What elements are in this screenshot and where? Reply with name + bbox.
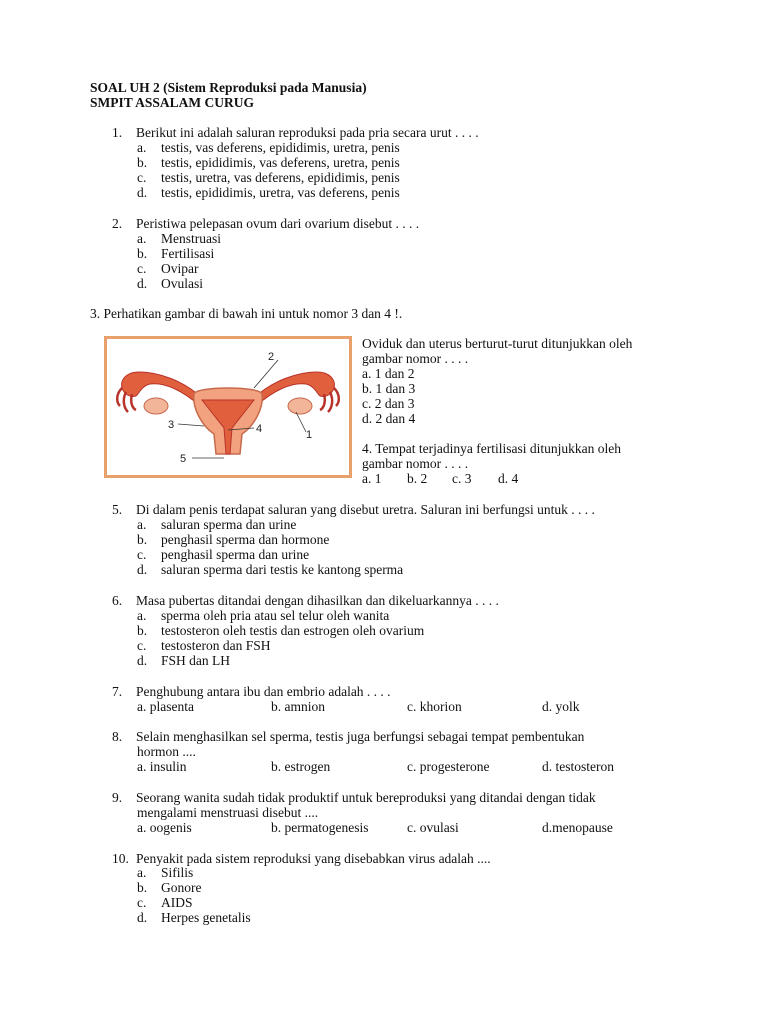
question-number: 5. [112,502,123,517]
question-number: 9. [112,790,123,805]
figure-label-4: 4 [256,423,263,435]
question-number: 6. [112,593,123,608]
option-a: a. oogenis [137,820,192,835]
question-number: 10. [112,851,129,866]
school-name: SMPIT ASSALAM CURUG [90,95,255,110]
question-4-option-c: c. 3 [452,471,472,486]
question-3-intro: 3. Perhatikan gambar di bawah ini untuk nomor 3 dan 4 !. [90,306,403,321]
question-4-option-d: d. 4 [498,471,519,486]
option-a: a. insulin [137,759,187,774]
question-3-text-line2: gambar nomor . . . . [362,351,469,366]
question-number: 7. [112,684,123,699]
right-ovary [288,398,312,414]
question-text: Penyakit pada sistem reproduksi yang disebabkan virus adalah .... [136,851,491,866]
question-text: Di dalam penis terdapat saluran yang disebut uretra. Saluran ini berfungsi untuk . . . . [136,502,595,517]
figure-label-3: 3 [168,419,175,431]
question-text: Penghubung antara ibu dan embrio adalah . . . . [136,684,391,699]
question-number: 1. [112,125,123,140]
question-4-text-line2: gambar nomor . . . . [362,456,469,471]
option-c: c. ovulasi [407,820,459,835]
option-d: d.menopause [542,820,613,835]
question-number: 2. [112,216,123,231]
option-b: b. permatogenesis [271,820,369,835]
question-3-text-line1: Oviduk dan uterus berturut-turut ditunjukkan oleh [362,336,633,351]
option-b: b. amnion [271,699,325,714]
question-8-text-line2: hormon .... [137,744,196,759]
question-text: Seorang wanita sudah tidak produktif untuk bereproduksi yang ditandai dengan tidak [136,790,596,805]
option-a: a. plasenta [137,699,194,714]
figure-label-1: 1 [306,429,313,441]
figure-label-2: 2 [268,351,275,363]
question-3-option-d: d. 2 dan 4 [362,411,416,426]
option-c: c. khorion [407,699,462,714]
option-b: b. estrogen [271,759,331,774]
figure-label-5: 5 [180,453,187,465]
question-9-options [0,820,768,835]
question-text: Berikut ini adalah saluran reproduksi pada pria secara urut . . . . [136,125,479,140]
question-3-option-c: c. 2 dan 3 [362,396,415,411]
option-c: c. progesterone [407,759,490,774]
option-d: d. yolk [542,699,580,714]
question-3-option-a: a. 1 dan 2 [362,366,415,381]
question-4-text-line1: 4. Tempat terjadinya fertilisasi ditunjukkan oleh [362,441,621,456]
question-4-option-a: a. 1 [362,471,382,486]
reproductive-organ-figure [104,336,352,478]
question-text: Masa pubertas ditandai dengan dihasilkan dan dikeluarkannya . . . . [136,593,499,608]
question-9-text-line2: mengalami menstruasi disebut .... [137,805,319,820]
exam-title: SOAL UH 2 (Sistem Reproduksi pada Manusia) [90,80,367,95]
question-text: Peristiwa pelepasan ovum dari ovarium disebut . . . . [136,216,420,231]
left-ovary [144,398,168,414]
question-3-option-b: b. 1 dan 3 [362,381,416,396]
question-8-options [0,759,768,774]
question-7-options [0,699,768,714]
question-4-options [0,471,768,486]
option-d: d. testosteron [542,759,614,774]
question-text: Selain menghasilkan sel sperma, testis juga berfungsi sebagai tempat pembentukan [136,729,585,744]
question-number: 8. [112,729,123,744]
question-4-option-b: b. 2 [407,471,428,486]
